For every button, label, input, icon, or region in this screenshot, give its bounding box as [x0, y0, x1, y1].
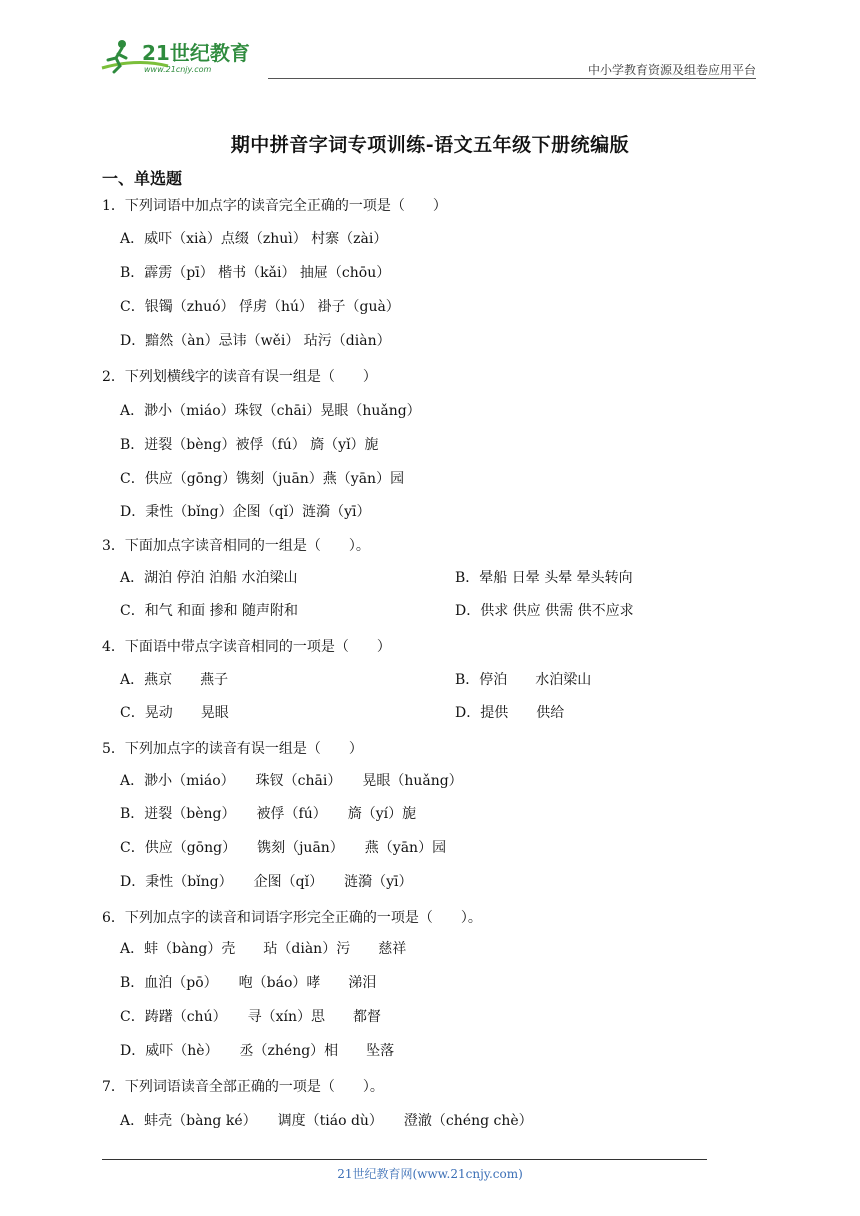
platform-label: 中小学教育资源及组卷应用平台 — [587, 63, 756, 77]
svg-text:www.21cnjy.com: www.21cnjy.com — [144, 65, 212, 74]
q5-option-b: B．迸裂（bèng） 被俘（fú） 旖（yí）旎 — [120, 806, 417, 822]
q4-option-a: A．燕京 燕子 — [120, 672, 229, 688]
q1-option-d: D．黯然（àn）忌讳（wěi） 玷污（diàn） — [120, 333, 391, 349]
q6-option-c: C．踌躇（chú） 寻（xín）思 都督 — [120, 1009, 381, 1025]
q1-option-c: C．银镯（zhuó） 俘虏（hú） 褂子（guà） — [120, 299, 400, 315]
logo-21cnjy — [98, 36, 268, 76]
q5-option-a: A．渺小（miáo） 珠钗（chāi） 晃眼（huǎng） — [120, 773, 463, 789]
q3-option-d: D．供求 供应 供需 供不应求 — [455, 603, 634, 619]
question-7: 7．下列词语读音全部正确的一项是（ ）。 — [102, 1079, 384, 1095]
q2-option-d: D．秉性（bǐng）企图（qǐ）涟漪（yī） — [120, 504, 371, 520]
question-5: 5．下列加点字的读音有误一组是（ ） — [102, 741, 363, 757]
question-6: 6．下列加点字的读音和词语字形完全正确的一项是（ ）。 — [102, 910, 482, 926]
q3-option-c: C．和气 和面 掺和 随声附和 — [120, 603, 299, 619]
q4-option-c: C．晃动 晃眼 — [120, 705, 229, 721]
q1-option-b: B．霹雳（pī） 楷书（kǎi） 抽屉（chōu） — [120, 265, 391, 281]
question-1: 1．下列词语中加点字的读音完全正确的一项是（ ） — [102, 198, 447, 214]
page-header — [98, 30, 756, 78]
question-2: 2．下列划横线字的读音有误一组是（ ） — [102, 369, 377, 385]
q7-option-a: A．蚌壳（bàng ké） 调度（tiáo dù） 澄澈（chéng chè） — [120, 1113, 533, 1129]
q3-option-a: A．湖泊 停泊 泊船 水泊梁山 — [120, 570, 298, 586]
header-divider — [268, 78, 756, 79]
q6-option-d: D．威吓（hè） 丞（zhéng）相 坠落 — [120, 1043, 395, 1059]
question-3: 3．下面加点字读音相同的一组是（ ）。 — [102, 538, 370, 554]
q5-option-d: D．秉性（bǐng） 企图（qǐ） 涟漪（yī） — [120, 874, 413, 890]
q1-option-a: A．威吓（xià）点缀（zhuì） 村寨（zài） — [120, 231, 388, 247]
q5-option-c: C．供应（gōng） 镌刻（juān） 燕（yān）园 — [120, 840, 447, 856]
svg-text:21世纪教育: 21世纪教育 — [142, 41, 250, 65]
section-heading: 一、单选题 — [102, 169, 183, 188]
footer-link[interactable]: 21世纪教育网(www.21cnjy.com) — [337, 1167, 523, 1181]
q4-option-d: D．提供 供给 — [455, 705, 565, 721]
q3-option-b: B．晕船 日晕 头晕 晕头转向 — [455, 570, 633, 586]
question-4: 4．下面语中带点字读音相同的一项是（ ） — [102, 639, 391, 655]
q2-option-c: C．供应（gōng）镌刻（juān）燕（yān）园 — [120, 471, 405, 487]
q6-option-a: A．蚌（bàng）壳 玷（diàn）污 慈祥 — [120, 941, 407, 957]
q2-option-b: B．迸裂（bèng）被俘（fú） 旖（yǐ）旎 — [120, 437, 379, 453]
q2-option-a: A．渺小（miáo）珠钗（chāi）晃眼（huǎng） — [120, 403, 421, 419]
footer-divider — [102, 1159, 707, 1160]
document-title: 期中拼音字词专项训练-语文五年级下册统编版 — [230, 134, 630, 156]
q4-option-b: B．停泊 水泊梁山 — [455, 672, 592, 688]
q6-option-b: B．血泊（pō） 咆（báo）哮 涕泪 — [120, 975, 377, 991]
